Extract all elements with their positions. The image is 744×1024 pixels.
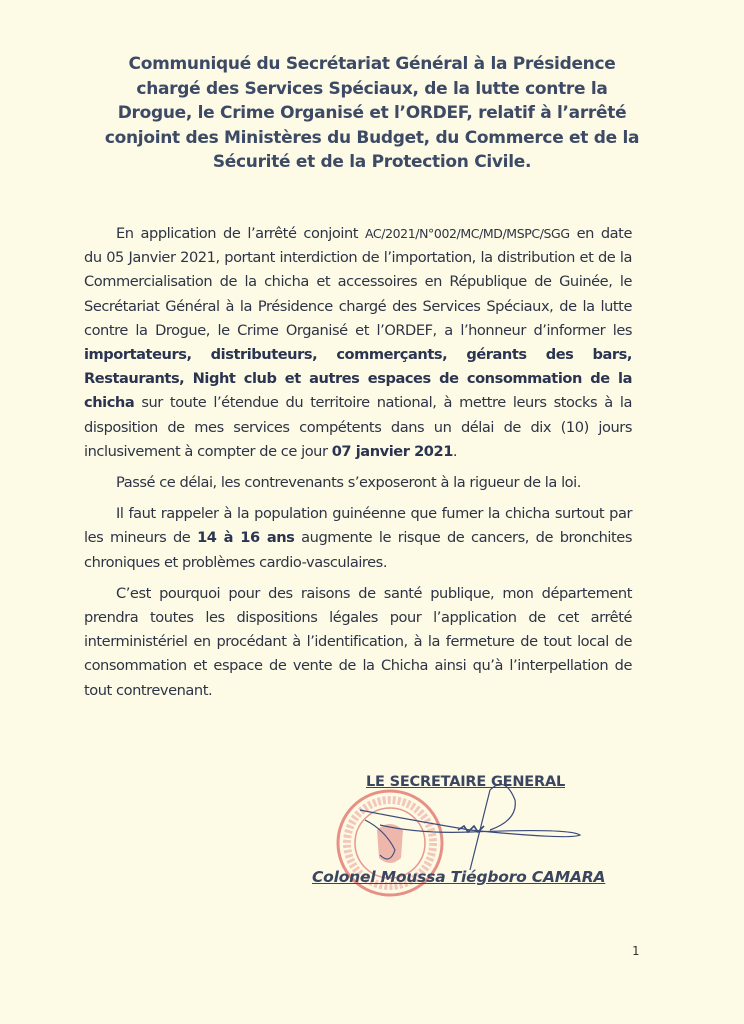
text-span: En application de l’arrêté conjoint [116, 225, 365, 242]
title-line: Drogue, le Crime Organisé et l’ORDEF, relatif à l’arrêté [117, 103, 627, 123]
page-number: 1 [632, 944, 640, 958]
text-span: Il faut rappeler à la population guinéenne que fumer la chicha surtout par les mineurs de [84, 505, 632, 547]
title-line: Sécurité et de la Protection Civile. [212, 152, 532, 172]
paragraph-measures: C’est pourquoi pour des raisons de santé publique, mon département prendra toutes les dispositions légales pour l’application de cet arrêté interministériel en procédant à l’identification, à la fermeture de tout local de consommation et espace de vente de la Chicha ainsi qu’à l’interpellation de tout contrevenant. [84, 584, 632, 699]
signatory-name: Colonel Moussa Tiégboro CAMARA [312, 868, 606, 886]
text-span: sur toute l’étendue du territoire national, à mettre leurs stocks à la disposition de mes services compétents dans un délai de dix (10) jours inclusivement à compter de ce jour [84, 394, 632, 460]
communique-body [84, 222, 632, 710]
title-line: Communiqué du Secrétariat Général à la Présidence [128, 54, 616, 74]
paragraph-arrete [84, 222, 632, 464]
addressees-bold: importateurs, distributeurs, commerçants, gérants des bars, Restaurants, Night club et autres espaces de consommation de la chicha [84, 346, 632, 412]
text-span: . [452, 442, 458, 460]
age-bold: 14 à 16 ans [197, 529, 295, 547]
arrete-reference: AC/2021/N°002/MC/MD/MSPC/SGG [365, 226, 570, 241]
title-line: conjoint des Ministères du Budget, du Commerce et de la [104, 127, 640, 148]
text-span: en date du 05 Janvier 2021, portant interdiction de l’importation, la distribution et de la Commercialisation de la chicha et accessoires en République de Guinée, le Secrétariat Général à la Présidence chargé des Services Spéciaux, de la lutte contre la Drogue, le Crime Organisé et l’ORDEF, a l’honneur d’informer les [84, 225, 632, 339]
date-bold: 07 janvier 2021 [331, 442, 453, 460]
signatory-title: LE SECRETAIRE GENERAL [366, 774, 566, 790]
communique-title [95, 52, 649, 175]
text-span: augmente le risque de cancers, de bronchites chroniques et problèmes cardio-vasculaires. [84, 529, 632, 571]
paragraph-deadline: Passé ce délai, les contrevenants s’exposeront à la rigueur de la loi. [116, 474, 581, 492]
title-line: chargé des Services Spéciaux, de la lutte contre la [136, 78, 608, 99]
paragraph-health [84, 502, 632, 575]
